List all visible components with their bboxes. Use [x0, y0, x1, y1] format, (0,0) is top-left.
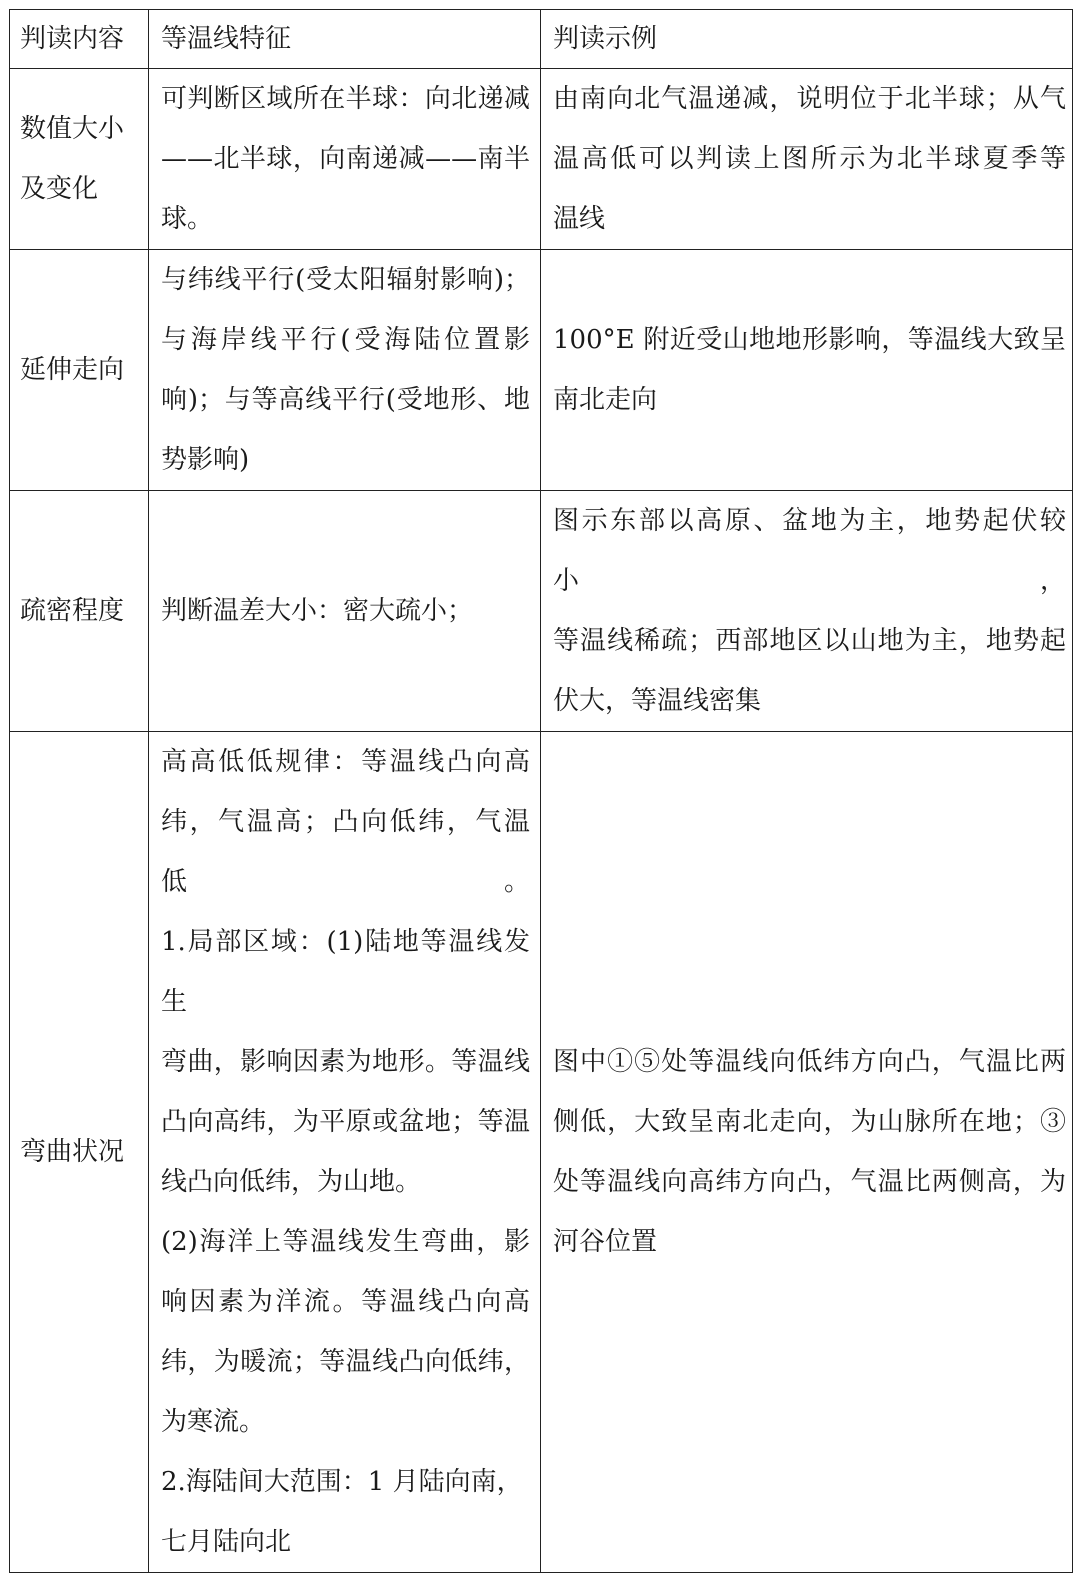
- feature-line: 判断温差大小：密大疏小；: [161, 596, 474, 626]
- example-line: 河谷位置: [553, 1227, 658, 1257]
- header-example: 判读示例: [541, 10, 1073, 69]
- feature-line: 与纬线平行(受太阳辐射影响)；: [161, 265, 530, 295]
- feature-line: 可判断区域所在半球：向北递减: [161, 84, 530, 114]
- feature-line: 凸向高纬，为平原或盆地；等温: [161, 1107, 530, 1137]
- table-row: [10, 732, 1073, 1573]
- example-line: 由南向北气温递减，说明位于北半球；从气: [553, 84, 1066, 114]
- feature-line: 势影响): [161, 445, 250, 475]
- feature-line: 与海岸线平行(受海陆位置影: [161, 325, 530, 355]
- example-cell: [541, 250, 1073, 491]
- example-line: 温高低可以判读上图所示为北半球夏季等: [553, 144, 1066, 174]
- feature-line: 球。: [161, 204, 214, 234]
- topic-cell: [10, 732, 149, 1573]
- feature-line: 纬，气温高；凸向低纬，气温低。: [161, 807, 530, 897]
- feature-line: 1.局部区域：(1)陆地等温线发生: [161, 927, 530, 1017]
- feature-cell: [149, 250, 541, 491]
- feature-line: 线凸向低纬，为山地。: [161, 1167, 422, 1197]
- isotherm-interpretation-table: [9, 9, 1073, 1573]
- example-cell: [541, 69, 1073, 250]
- example-line: 图中①⑤处等温线向低纬方向凸，气温比两: [553, 1047, 1066, 1077]
- example-line: 温线: [553, 204, 606, 234]
- feature-line: 弯曲，影响因素为地形。等温线: [161, 1047, 530, 1077]
- topic-line: 延伸走向: [20, 355, 125, 385]
- example-line: 100°E 附近受山地地形影响，等温线大致呈: [553, 325, 1066, 355]
- table-row: [10, 69, 1073, 250]
- example-line: 伏大，等温线密集: [553, 686, 762, 716]
- feature-line: 为寒流。: [161, 1407, 266, 1437]
- feature-cell: [149, 69, 541, 250]
- topic-cell: [10, 491, 149, 732]
- table-row: [10, 250, 1073, 491]
- example-line: 南北走向: [553, 385, 658, 415]
- feature-line: 纬，为暖流；等温线凸向低纬，: [161, 1347, 530, 1377]
- header-topic: 判读内容: [10, 10, 149, 69]
- feature-line: 2.海陆间大范围：1 月陆向南，: [161, 1467, 523, 1497]
- topic-line: 弯曲状况: [20, 1137, 125, 1167]
- feature-line: ——北半球，向南递减——南半: [161, 144, 530, 174]
- feature-line: 七月陆向北: [161, 1527, 292, 1557]
- feature-line: 高高低低规律：等温线凸向高: [161, 747, 530, 777]
- example-cell: [541, 491, 1073, 732]
- example-line: 图示东部以高原、盆地为主，地势起伏较小，: [553, 506, 1066, 596]
- feature-cell: [149, 491, 541, 732]
- feature-line: (2)海洋上等温线发生弯曲，影: [161, 1227, 530, 1257]
- topic-cell: [10, 69, 149, 250]
- topic-line: 数值大小: [20, 114, 125, 144]
- feature-line: 响)；与等高线平行(受地形、地: [161, 385, 530, 415]
- feature-line: 响因素为洋流。等温线凸向高: [161, 1287, 530, 1317]
- topic-cell: [10, 250, 149, 491]
- example-line: 侧低，大致呈南北走向，为山脉所在地；③: [553, 1107, 1066, 1137]
- feature-cell: [149, 732, 541, 1573]
- example-line: 处等温线向高纬方向凸，气温比两侧高，为: [553, 1167, 1066, 1197]
- topic-line: 疏密程度: [20, 596, 125, 626]
- header-feature: 等温线特征: [149, 10, 541, 69]
- example-cell: [541, 732, 1073, 1573]
- example-line: 等温线稀疏；西部地区以山地为主，地势起: [553, 626, 1066, 656]
- header-row: [10, 10, 1073, 69]
- table-row: [10, 491, 1073, 732]
- topic-line: 及变化: [20, 174, 99, 204]
